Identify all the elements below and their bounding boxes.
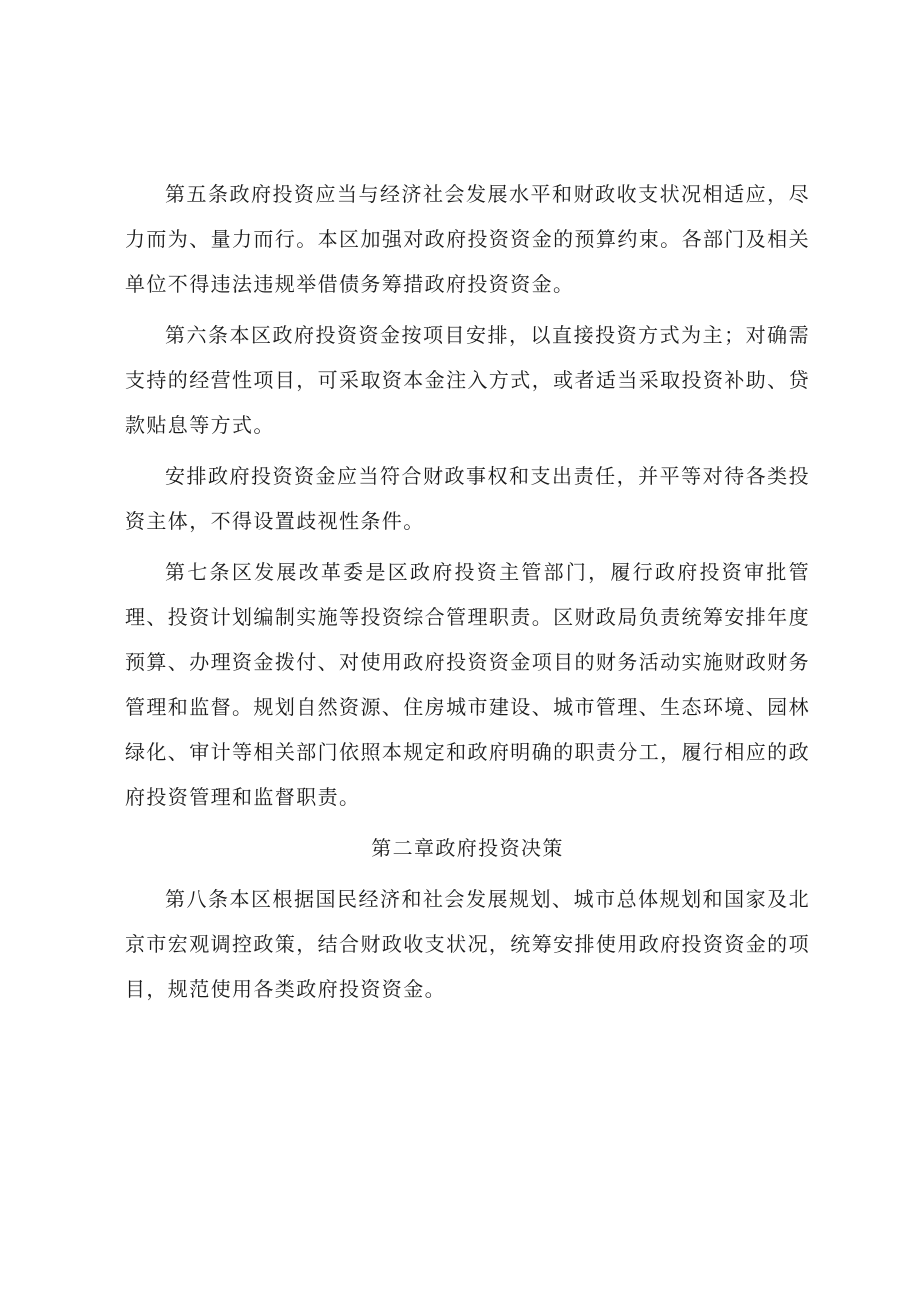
article-8-paragraph: 第八条本区根据国民经济和社会发展规划、城市总体规划和国家及北京市宏观调控政策，结合财政收支状况，统筹安排使用政府投资资金的项目，规范使用各类政府投资资金。 [125,887,810,1001]
chapter-heading: 第二章政府投资决策 [371,836,564,860]
article-6-paragraph: 第六条本区政府投资资金按项目安排，以直接投资方式为主；对确需支持的经营性项目，可采取资本金注入方式，或者适当采取投资补助、贷款贴息等方式。 [125,323,810,437]
article-7-paragraph: 第七条区发展改革委是区政府投资主管部门，履行政府投资审批管理、投资计划编制实施等投资综合管理职责。区财政局负责统筹安排年度预算、办理资金拨付、对使用政府投资资金项目的财务活动实施财政财务管理和监督。规划自然资源、住房城市建设、城市管理、生态环境、园林绿化、审计等相关部门依照本规定和政府明确的职责分工，履行相应的政府投资管理和监督职责。 [125,560,810,809]
document-body [125,172,810,1018]
article-5-paragraph: 第五条政府投资应当与经济社会发展水平和财政收支状况相适应，尽力而为、量力而行。本区加强对政府投资资金的预算约束。各部门及相关单位不得违法违规举借债务筹措政府投资资金。 [125,182,810,296]
article-6-supplement-paragraph: 安排政府投资资金应当符合财政事权和支出责任，并平等对待各类投资主体，不得设置歧视性条件。 [125,464,810,533]
